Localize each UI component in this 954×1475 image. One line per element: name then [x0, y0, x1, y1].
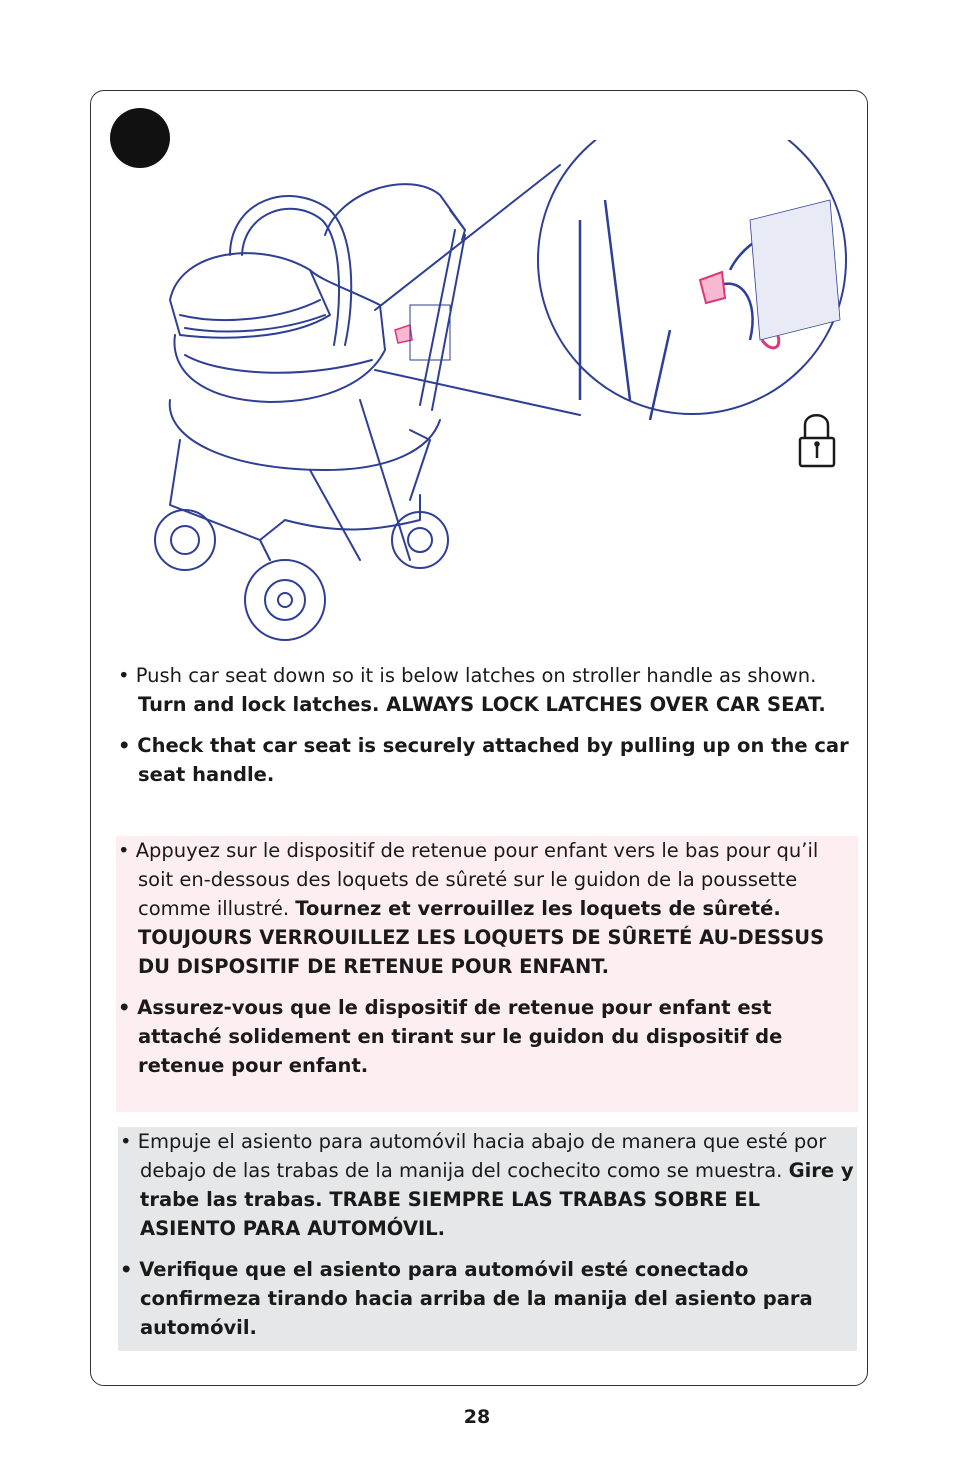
english-step-2: • Check that car seat is securely attached by pulling up on the car seat handle.: [118, 734, 849, 786]
page-number: 28: [463, 1406, 491, 1428]
spanish-step-1: • Empuje el asiento para automóvil hacia abajo de manera que esté por debajo de las trabas de la manija del cochecito como se muestra. Gire y trabe las trabas. TRABE SIEMPRE LAS TRABAS SOBRE EL ASIENTO PARA AUTOMÓVIL.: [120, 1130, 854, 1240]
english-step-1: • Push car seat down so it is below latches on stroller handle as shown. Turn and lock latches. ALWAYS LOCK LATCHES OVER CAR SEAT.: [118, 664, 826, 716]
french-step-2: • Assurez-vous que le dispositif de retenue pour enfant est attaché solidement en tirant sur le guidon du dispositif de retenue pour enfant.: [118, 996, 783, 1077]
spanish-step-2: • Verifique que el asiento para automóvil esté conectado confirmeza tirando hacia arriba de la manija del asiento para automóvil.: [120, 1258, 813, 1339]
stroller-illustration: [110, 140, 850, 650]
spanish-instructions: [118, 1127, 857, 1351]
lock-icon: [800, 415, 834, 466]
english-instructions: [116, 661, 858, 789]
french-step-1: • Appuyez sur le dispositif de retenue pour enfant vers le bas pour qu’il soit en-dessous des loquets de sûreté sur le guidon de la poussette comme illustré. Tournez et verrouillez les loquets de sûreté. TOUJOURS VERROUILLEZ LES LOQUETS DE SÛRETÉ AU-DESSUS DU DISPOSITIF DE RETENUE POUR ENFANT.: [118, 839, 825, 978]
french-instructions: [116, 836, 858, 1112]
